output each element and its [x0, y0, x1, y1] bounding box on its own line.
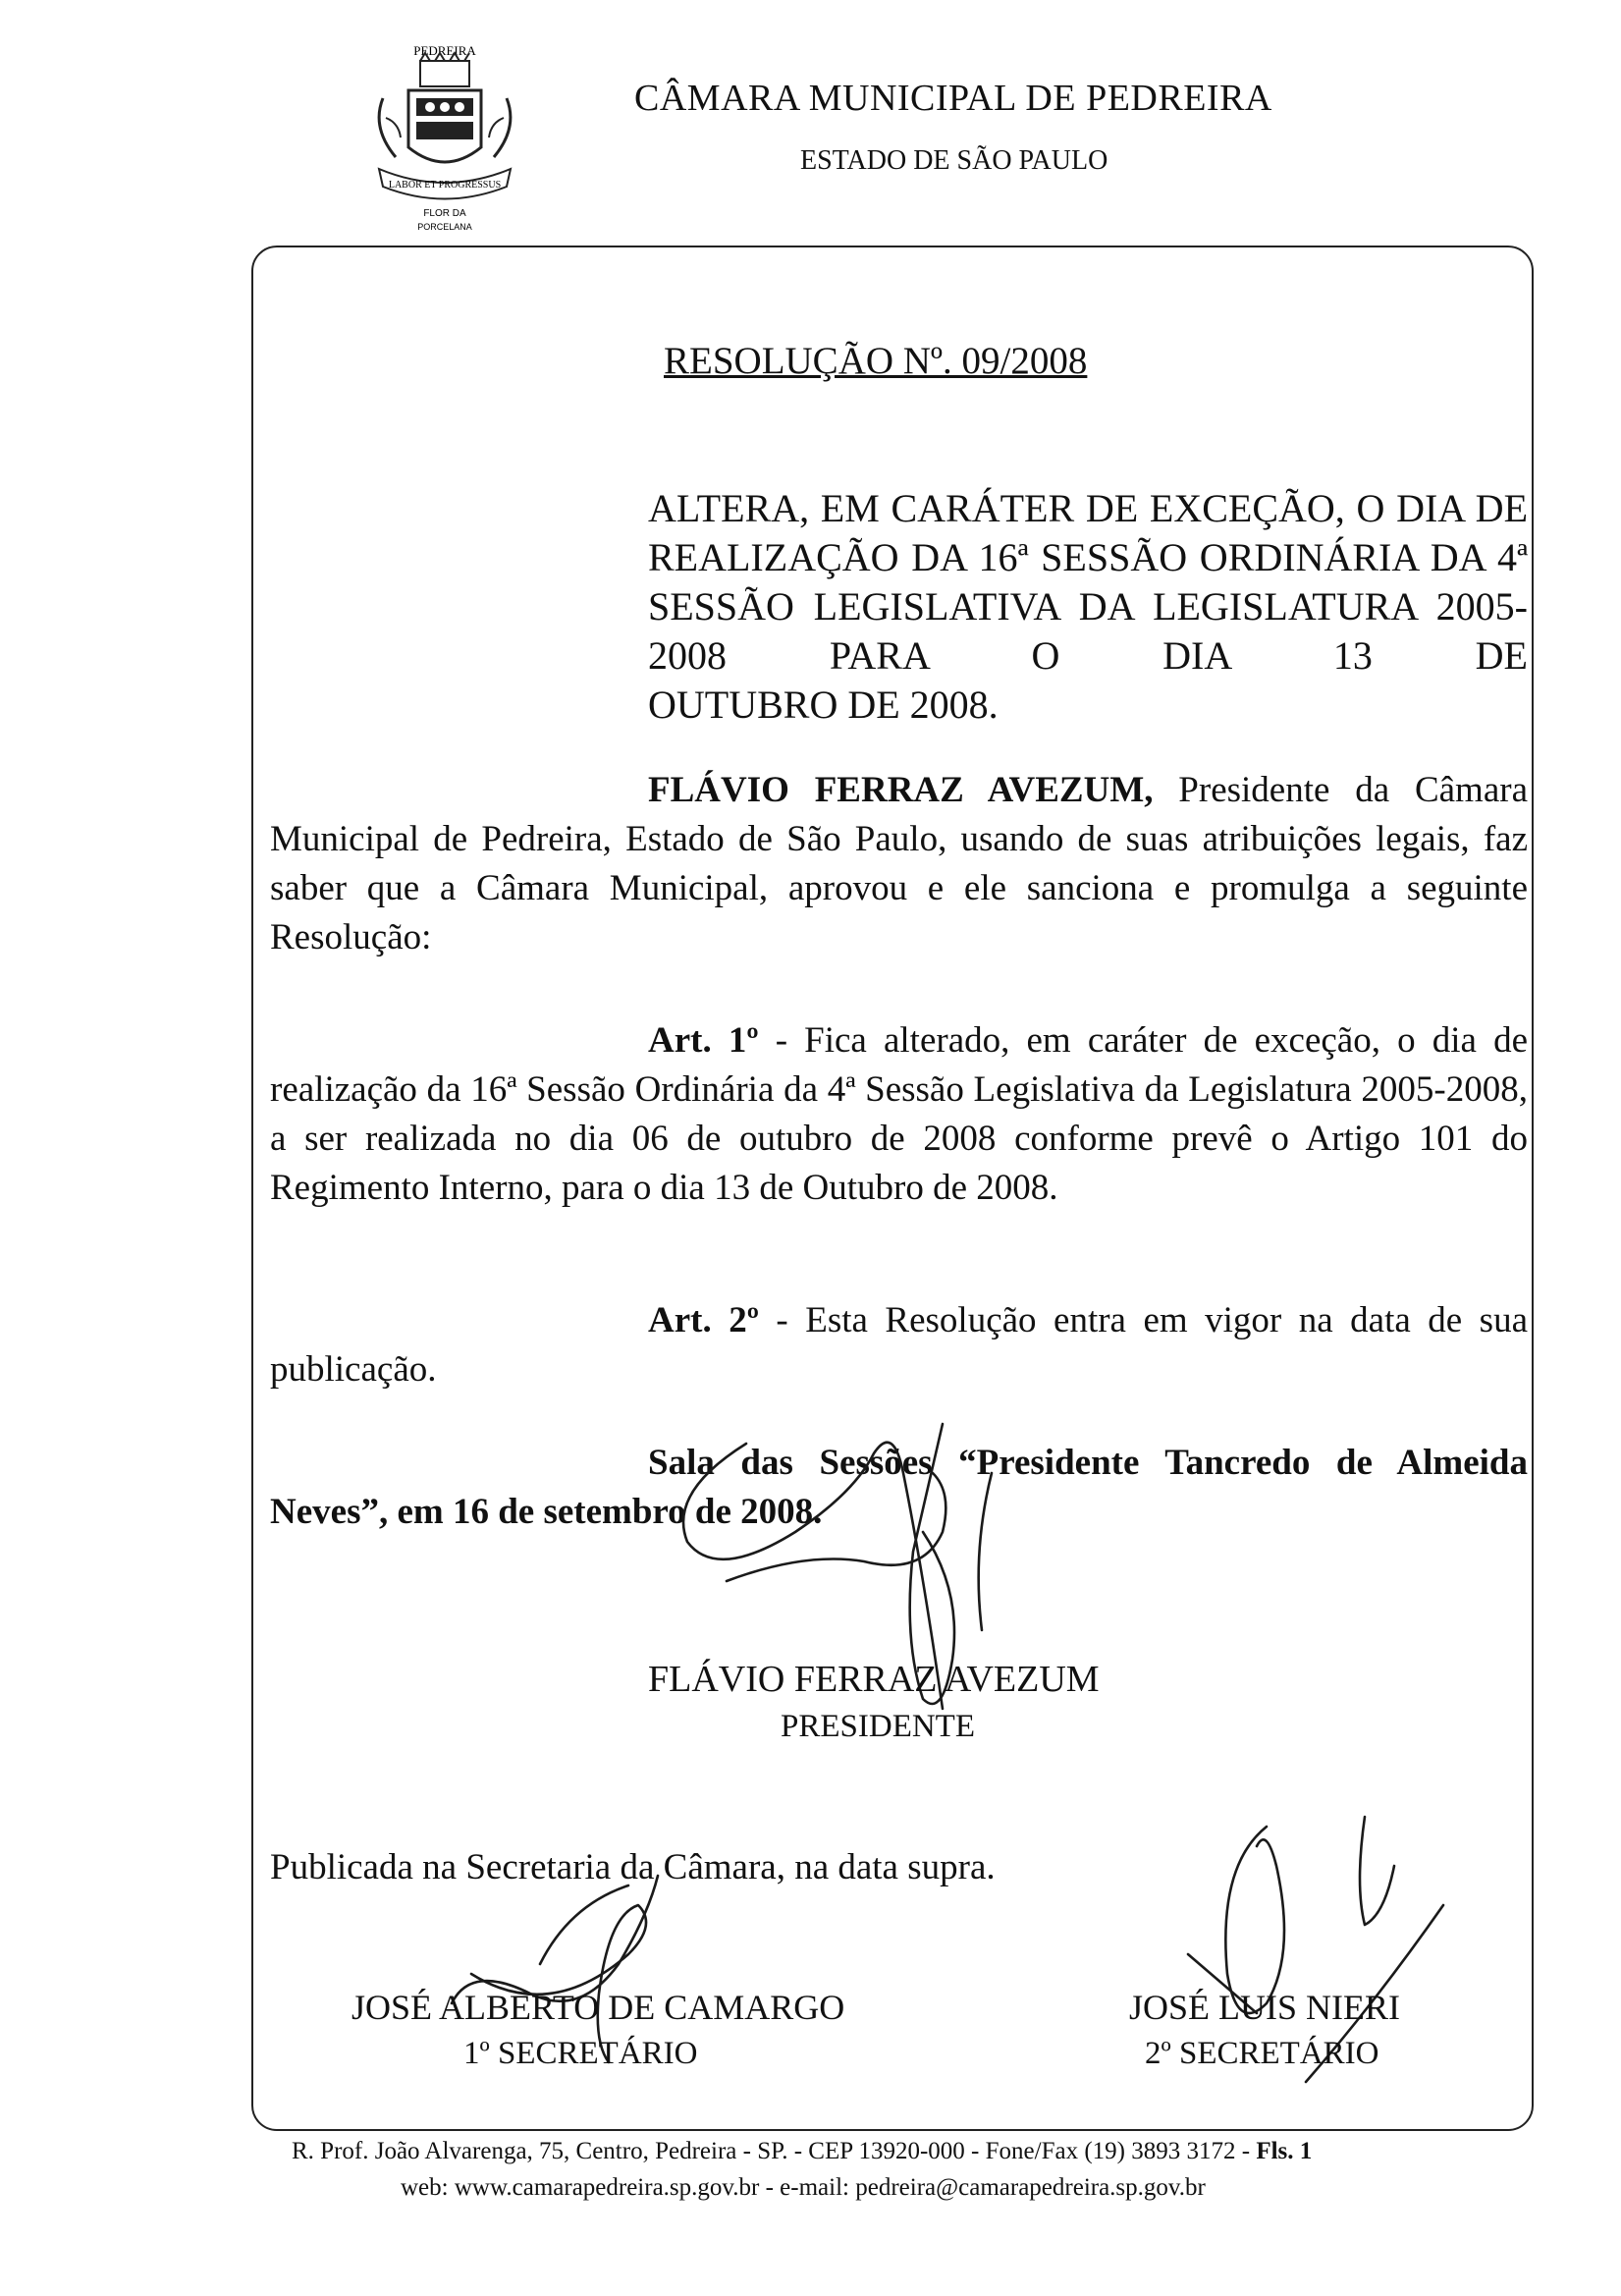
- first-secretary-name: JOSÉ ALBERTO DE CAMARGO: [351, 1988, 845, 2027]
- footer-address-text: R. Prof. João Alvarenga, 75, Centro, Pedreira - SP. - CEP 13920-000 - Fone/Fax (19) 3893 3172 -: [292, 2138, 1257, 2164]
- president-name: FLÁVIO FERRAZ AVEZUM: [648, 1659, 1100, 1700]
- first-secretary-role: 1º SECRETÁRIO: [463, 2036, 698, 2071]
- logo-top-text: PEDREIRA: [413, 43, 476, 58]
- article-1-text: - Fica alterado, em caráter de exceção, o dia de realização da 16ª Sessão Ordinária da 4ª Sessão Legislativa da Legislatura 2005-2008, a ser realizada no dia 06 de outubro de 2008 conforme prevê o Artigo 101 do Regimento Interno, para o dia 13 de Outubro de 2008.: [270, 1020, 1528, 1208]
- header-title: CÂMARA MUNICIPAL DE PEDREIRA: [634, 78, 1272, 119]
- article-1: [270, 1016, 1528, 1213]
- president-role: PRESIDENTE: [781, 1709, 975, 1744]
- president-name-inline: FLÁVIO FERRAZ AVEZUM,: [648, 770, 1154, 810]
- footer-address: [292, 2138, 1312, 2165]
- article-2: [270, 1296, 1528, 1394]
- ementa-text-end: OUTUBRO DE 2008.: [648, 683, 999, 727]
- second-secretary-signature: [1159, 1807, 1492, 2121]
- page-number: Fls. 1: [1256, 2138, 1313, 2164]
- municipal-coat-of-arms-icon: [371, 39, 518, 241]
- logo-bottom-text-2: PORCELANA: [417, 222, 472, 232]
- article-1-label: Art. 1º: [648, 1020, 759, 1061]
- second-secretary-name: JOSÉ LUIS NIERI: [1129, 1988, 1400, 2027]
- ementa-text: ALTERA, EM CARÁTER DE EXCEÇÃO, O DIA DE REALIZAÇÃO DA 16ª SESSÃO ORDINÁRIA DA 4ª SESSÃO LEGISLATIVA DA LEGISLATURA 2005-2008 PARA O DIA 13 DE: [648, 486, 1528, 678]
- article-2-text: - Esta Resolução entra em vigor na data de sua publicação.: [270, 1300, 1528, 1390]
- second-secretary-role: 2º SECRETÁRIO: [1145, 2036, 1379, 2071]
- ementa: [648, 484, 1528, 730]
- session-hall-statement: Sala das Sessões “Presidente Tancredo de Almeida Neves”, em 16 de setembro de 2008.: [270, 1443, 1528, 1532]
- preamble-text: Presidente da Câmara Municipal de Pedreira, Estado de São Paulo, usando de suas atribuições legais, faz saber que a Câmara Municipal, aprovou e ele sanciona e promulga a seguinte Resolução:: [270, 770, 1528, 957]
- article-2-label: Art. 2º: [648, 1300, 759, 1340]
- header-subtitle: ESTADO DE SÃO PAULO: [800, 145, 1108, 176]
- resolution-title: RESOLUÇÃO Nº. 09/2008: [664, 340, 1088, 382]
- logo-ribbon-text: LABOR ET PROGRESSUS: [388, 180, 502, 191]
- footer-web: web: www.camarapedreira.sp.gov.br - e-mail: pedreira@camarapedreira.sp.gov.br: [401, 2174, 1206, 2201]
- logo-bottom-text-1: FLOR DA: [423, 208, 466, 219]
- preamble: [270, 766, 1528, 962]
- publication-note: Publicada na Secretaria da Câmara, na data supra.: [270, 1847, 996, 1887]
